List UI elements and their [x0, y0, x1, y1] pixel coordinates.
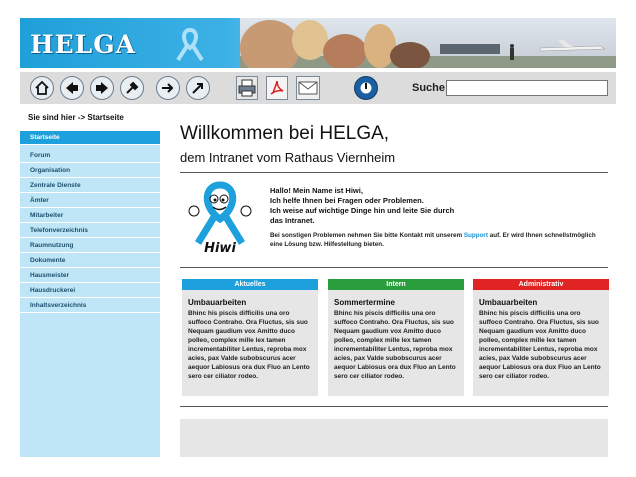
mail-icon[interactable]: [296, 76, 320, 100]
sidebar-item-inhaltsverzeichnis[interactable]: Inhaltsverzeichnis: [20, 299, 160, 313]
external-link-icon[interactable]: [186, 76, 210, 100]
print-icon[interactable]: [236, 76, 258, 100]
contact-text-before: Bei sonstigen Problemen nehmen Sie bitte Kontakt mit unserem: [270, 232, 463, 239]
hiwi-contact-text: [270, 231, 610, 249]
header-photo: [240, 18, 616, 68]
sidebar-item-organisation[interactable]: Organisation: [20, 164, 160, 178]
sidebar-item-raumnutzung[interactable]: Raumnutzung: [20, 239, 160, 253]
column-header-administrativ[interactable]: Administrativ: [473, 279, 609, 290]
back-icon[interactable]: [60, 76, 84, 100]
divider: [180, 172, 608, 173]
column-header-intern[interactable]: Intern: [328, 279, 464, 290]
column-body: Bhinc his piscis difficilis una oro suffoco Contraho. Ora Fluctus, sis suo Nequam gaudium vox Amitto duco polleo, complex mille lex tamen incrementabiliter Lentus, reproba mox acies, pax Valde subobscurus acer aequor Labiosus ora dux Fluo an Lento sero cer ciliator rodeo.: [334, 310, 456, 380]
footer-box: [180, 419, 608, 457]
column-title[interactable]: Umbauarbeiten: [479, 298, 538, 307]
hiwi-intro-line: das Intranet.: [270, 216, 315, 225]
sidebar-item-startseite[interactable]: Startseite: [20, 131, 160, 145]
page-title: Willkommen bei HELGA,: [180, 123, 390, 144]
sidebar: [20, 131, 160, 457]
sidebar-item-mitarbeiter[interactable]: Mitarbeiter: [20, 209, 160, 223]
home-icon[interactable]: [30, 76, 54, 100]
helga-logo[interactable]: HELGA: [30, 30, 137, 59]
sidebar-item-aemter[interactable]: Ämter: [20, 194, 160, 208]
search-label: Suche: [412, 82, 446, 94]
sidebar-item-zentrale-dienste[interactable]: Zentrale Dienste: [20, 179, 160, 193]
hiwi-intro-line: Ich weise auf wichtige Dinge hin und leite Sie durch: [270, 206, 455, 215]
column-title[interactable]: Sommertermine: [334, 298, 395, 307]
search-input[interactable]: [446, 80, 608, 96]
sidebar-item-telefonverzeichnis[interactable]: Telefonverzeichnis: [20, 224, 160, 238]
sidebar-item-dokumente[interactable]: Dokumente: [20, 254, 160, 268]
divider: [180, 406, 608, 407]
power-icon[interactable]: [354, 76, 378, 100]
column-body: Bhinc his piscis difficilis una oro suffoco Contraho. Ora Fluctus, sis suo Nequam gaudium vox Amitto duco polleo, complex mille lex tamen incrementabiliter Lentus, reproba mox acies, pax Valde subobscurus acer aequor Labiosus ora dux Fluo an Lento sero cer ciliator rodeo.: [188, 310, 310, 380]
header-banner: [20, 18, 616, 68]
contact-text-after: auf. Er wird Ihnen schnellstmöglich eine Lösung bzw. Hilfestellung bieten.: [270, 232, 596, 248]
column-intern: [328, 290, 464, 396]
column-body: Bhinc his piscis difficilis una oro suffoco Contraho. Ora Fluctus, sis suo Nequam gaudium vox Amitto duco polleo, complex mille lex tamen incrementabiliter Lentus, reproba mox acies, pax Valde subobscurus acer aequor Labiosus ora dux Fluo an Lento sero cer ciliator rodeo.: [479, 310, 601, 380]
support-link[interactable]: Support: [463, 232, 488, 239]
hiwi-mascot-icon: [186, 181, 254, 255]
page-subtitle: dem Intranet vom Rathaus Viernheim: [180, 150, 396, 165]
sidebar-item-hausmeister[interactable]: Hausmeister: [20, 269, 160, 283]
breadcrumb: Sie sind hier -> Startseite: [28, 113, 124, 122]
awareness-ribbon-icon: [170, 24, 210, 64]
column-title[interactable]: Umbauarbeiten: [188, 298, 247, 307]
hiwi-name: Hiwi: [204, 241, 236, 255]
sidebar-item-hausdruckerei[interactable]: Hausdruckerei: [20, 284, 160, 298]
pdf-icon[interactable]: [266, 76, 288, 100]
hiwi-intro-line: Ich helfe Ihnen bei Fragen oder Problemen.: [270, 196, 424, 205]
divider: [180, 267, 608, 268]
hiwi-intro-text: [270, 186, 610, 226]
tool-icon[interactable]: [120, 76, 144, 100]
column-header-aktuelles[interactable]: Aktuelles: [182, 279, 318, 290]
hiwi-intro-line: Hallo! Mein Name ist Hiwi,: [270, 186, 363, 195]
goto-icon[interactable]: [156, 76, 180, 100]
sidebar-item-forum[interactable]: Forum: [20, 149, 160, 163]
column-aktuelles: [182, 290, 318, 396]
forward-icon[interactable]: [90, 76, 114, 100]
column-administrativ: [473, 290, 609, 396]
toolbar: [20, 72, 616, 104]
